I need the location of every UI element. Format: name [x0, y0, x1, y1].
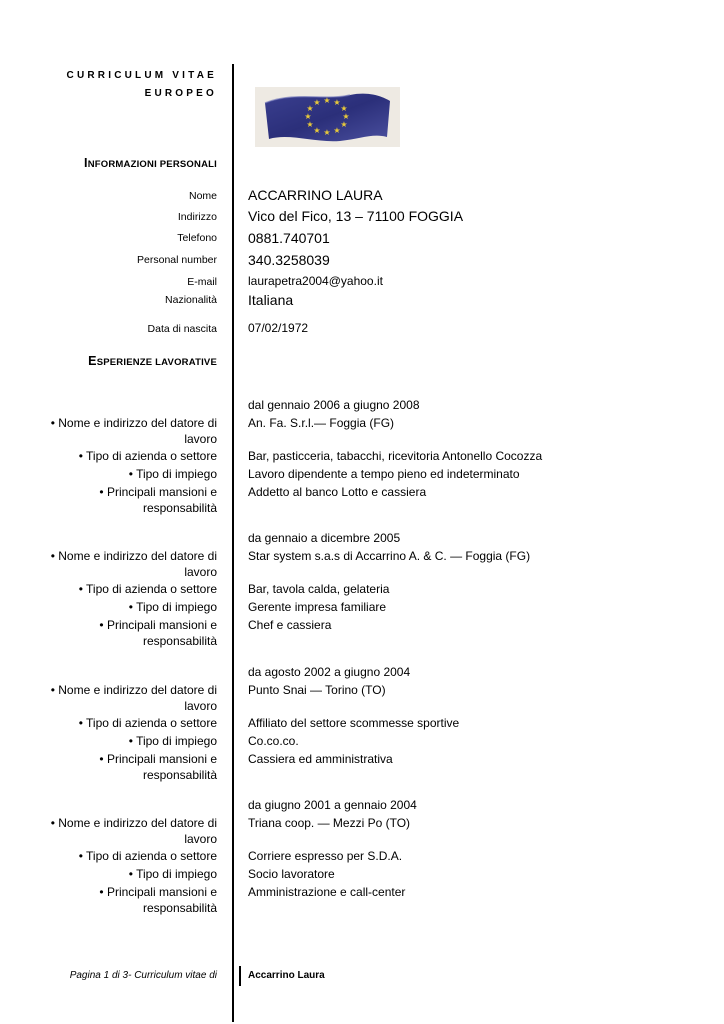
entry-2-period: da gennaio a dicembre 2005 — [248, 531, 401, 545]
label-employer: • Nome e indirizzo del datore di lavoro — [50, 549, 217, 579]
label-duties: • Principali mansioni e responsabilità — [99, 885, 217, 915]
entry-1-sector: Bar, pasticceria, tabacchi, ricevitoria Antonello Cocozza — [248, 449, 543, 463]
svg-text:★: ★ — [313, 126, 321, 135]
cv-title-line2: EUROPEO — [144, 88, 217, 99]
value-email[interactable]: laurapetra2004@yahoo.it — [248, 274, 383, 288]
svg-text:★: ★ — [333, 126, 341, 135]
entry-3-duties: Cassiera ed amministrativa — [248, 752, 393, 766]
entry-3-sector: Affiliato del settore scommesse sportive — [248, 716, 460, 730]
value-nazionalita: Italiana — [248, 292, 294, 308]
label-telefono: Telefono — [177, 232, 217, 244]
label-sector: • Tipo di azienda o settore — [78, 849, 217, 863]
svg-text:★: ★ — [323, 96, 331, 105]
entry-3-job-type: Co.co.co. — [248, 734, 299, 748]
svg-text:★: ★ — [306, 120, 314, 129]
svg-text:★: ★ — [340, 104, 348, 113]
label-sector: • Tipo di azienda o settore — [78, 582, 217, 596]
label-duties: • Principali mansioni e responsabilità — [99, 752, 217, 782]
entry-2-job-type: Gerente impresa familiare — [248, 600, 387, 614]
entry-4-sector: Corriere espresso per S.D.A. — [248, 849, 403, 863]
entry-4-job-type: Socio lavoratore — [248, 867, 335, 881]
entry-3-employer: Punto Snai — Torino (TO) — [248, 683, 386, 697]
label-duties: • Principali mansioni e responsabilità — [99, 618, 217, 648]
svg-text:★: ★ — [333, 98, 341, 107]
cv-title-line1: CURRICULUM VITAE — [66, 70, 217, 81]
label-sector: • Tipo di azienda o settore — [78, 716, 217, 730]
label-job-type: • Tipo di impiego — [128, 734, 217, 748]
entry-1-employer: An. Fa. S.r.l.— Foggia (FG) — [248, 416, 395, 430]
footer-divider — [239, 966, 241, 986]
value-indirizzo: Vico del Fico, 13 – 71100 FOGGIA — [248, 208, 464, 224]
eu-flag-icon — [255, 87, 400, 147]
label-job-type: • Tipo di impiego — [128, 467, 217, 481]
svg-text:★: ★ — [304, 112, 312, 121]
entry-2-sector: Bar, tavola calda, gelateria — [248, 582, 390, 596]
column-divider — [232, 64, 234, 1022]
section-personal-info: INFORMAZIONI PERSONALI — [84, 156, 217, 170]
value-telefono: 0881.740701 — [248, 230, 330, 246]
label-employer: • Nome e indirizzo del datore di lavoro — [50, 683, 217, 713]
label-indirizzo: Indirizzo — [177, 211, 217, 223]
entry-3-period: da agosto 2002 a giugno 2004 — [248, 665, 411, 679]
svg-text:★: ★ — [342, 112, 350, 121]
entry-1-duties: Addetto al banco Lotto e cassiera — [248, 485, 427, 499]
value-nome: ACCARRINO LAURA — [248, 187, 383, 203]
svg-text:★: ★ — [313, 98, 321, 107]
entry-4-duties: Amministrazione e call-center — [248, 885, 406, 899]
entry-4-employer: Triana coop. — Mezzi Po (TO) — [248, 816, 411, 830]
svg-text:★: ★ — [340, 120, 348, 129]
entry-2-employer: Star system s.a.s di Accarrino A. & C. — Foggia (FG) — [248, 549, 531, 563]
entry-1-job-type: Lavoro dipendente a tempo pieno ed indeterminato — [248, 467, 520, 481]
entry-2-duties: Chef e cassiera — [248, 618, 332, 632]
footer-author: Accarrino Laura — [248, 970, 325, 981]
section-work-experience: ESPERIENZE LAVORATIVE — [88, 354, 217, 368]
value-data-nascita: 07/02/1972 — [248, 321, 309, 335]
label-sector: • Tipo di azienda o settore — [78, 449, 217, 463]
entry-4-period: da giugno 2001 a gennaio 2004 — [248, 798, 417, 812]
label-nome: Nome — [188, 190, 217, 202]
label-nazionalita: Nazionalità — [165, 294, 217, 306]
svg-text:★: ★ — [306, 104, 314, 113]
label-job-type: • Tipo di impiego — [128, 867, 217, 881]
label-personal-number: Personal number — [137, 254, 217, 266]
label-email: E-mail — [187, 276, 217, 288]
footer-page-info: Pagina 1 di 3- Curriculum vitae di — [69, 970, 217, 981]
label-employer: • Nome e indirizzo del datore di lavoro — [50, 816, 217, 846]
label-duties: • Principali mansioni e responsabilità — [99, 485, 217, 515]
label-job-type: • Tipo di impiego — [128, 600, 217, 614]
label-employer: • Nome e indirizzo del datore di lavoro — [50, 416, 217, 446]
label-data-nascita: Data di nascita — [147, 323, 217, 335]
value-personal-number: 340.3258039 — [248, 252, 330, 268]
entry-1-period: dal gennaio 2006 a giugno 2008 — [248, 398, 420, 412]
svg-text:★: ★ — [323, 128, 331, 137]
